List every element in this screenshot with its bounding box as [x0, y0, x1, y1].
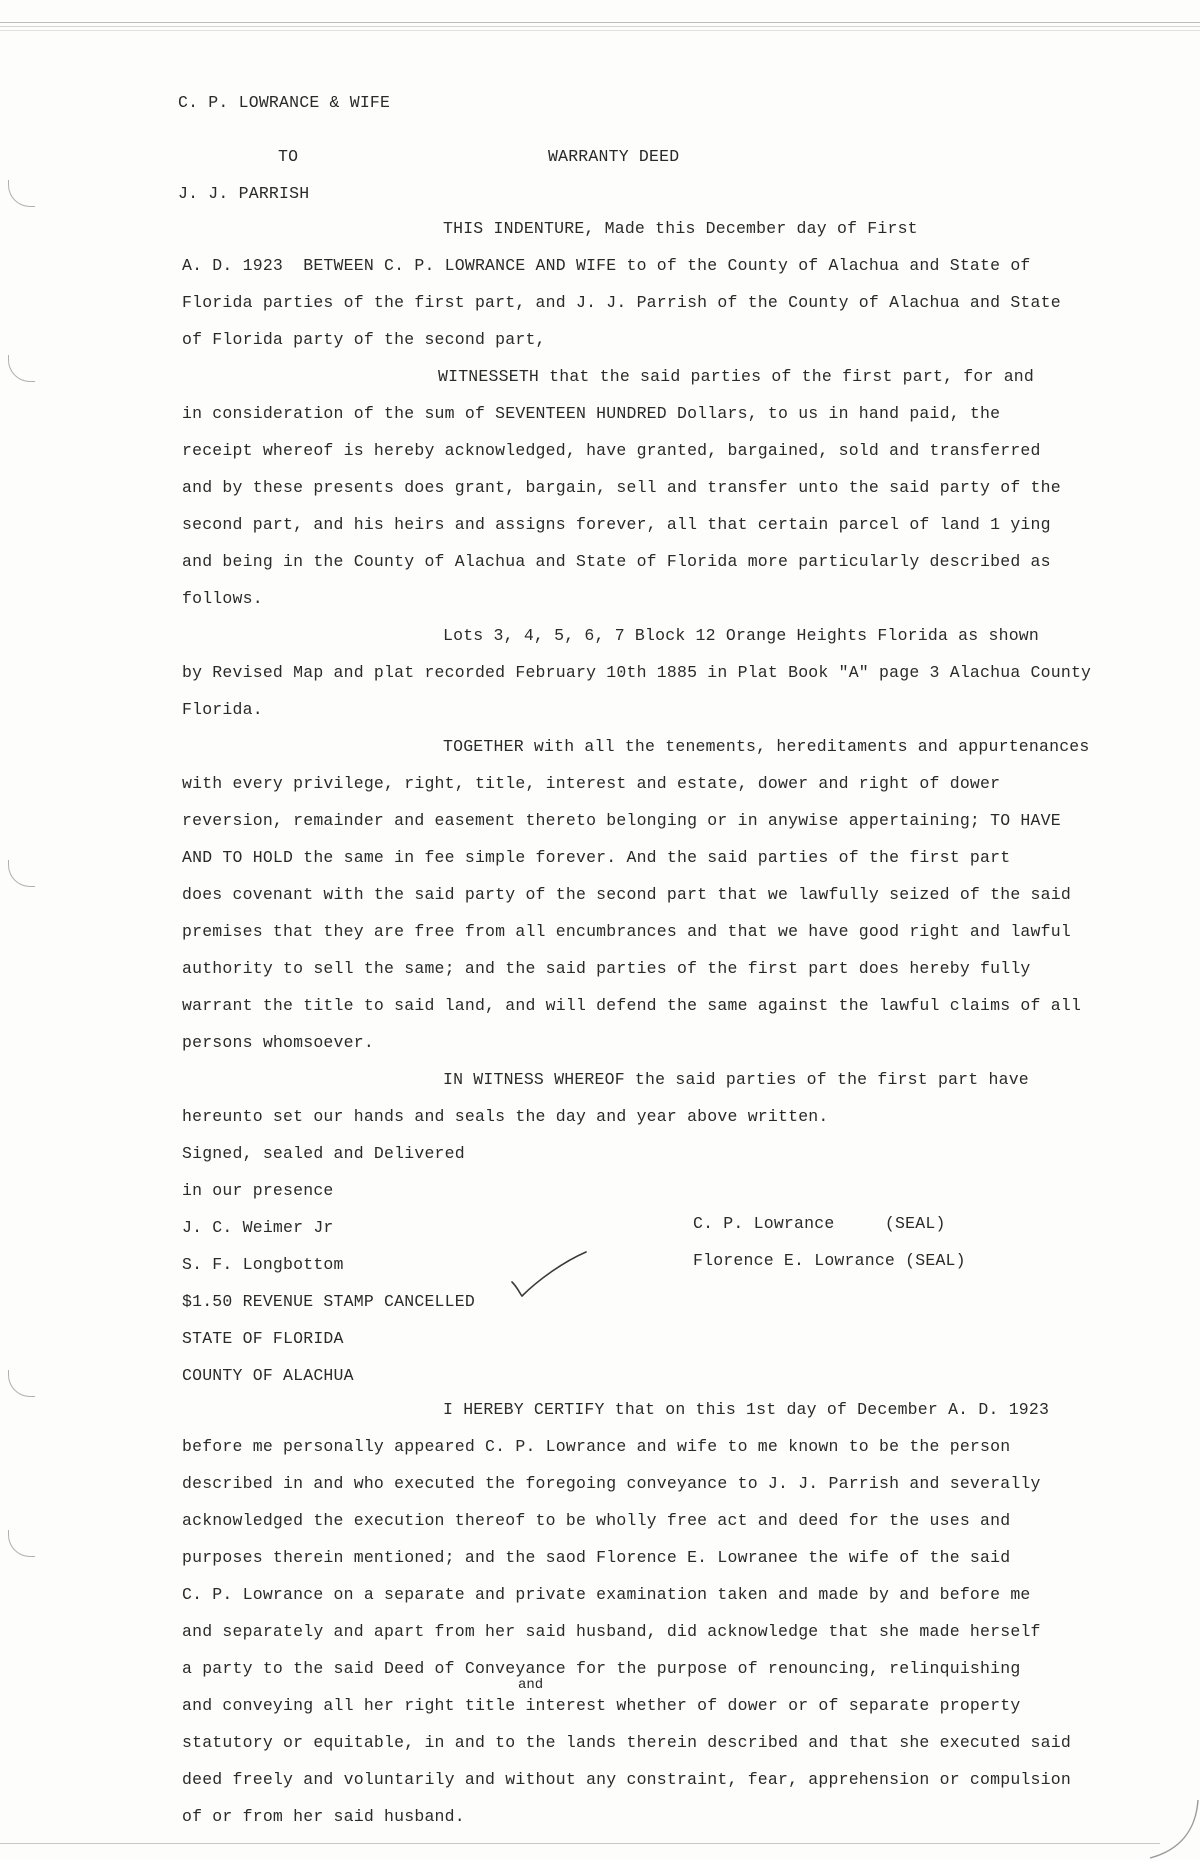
witness-signature: S. F. Longbottom	[182, 1255, 344, 1274]
punch-hole-mark	[8, 180, 35, 207]
body-line: by Revised Map and plat recorded February 10th 1885 in Plat Book "A" page 3 Alachua County	[182, 663, 1092, 682]
body-line: Florida.	[182, 700, 263, 719]
body-line: and by these presents does grant, bargain, sell and transfer unto the said party of the	[182, 478, 1061, 497]
top-rule	[0, 30, 1200, 31]
certificate-line: a party to the said Deed of Conveyance for the purpose of renouncing, relinquishing	[182, 1659, 1021, 1678]
certificate-line: purposes therein mentioned; and the saod Florence E. Lowranee the wife of the said	[182, 1548, 1011, 1567]
body-line: A. D. 1923 BETWEEN C. P. LOWRANCE AND WIFE to of the County of Alachua and State of	[182, 256, 1031, 275]
body-line: follows.	[182, 589, 263, 608]
punch-hole-mark	[8, 1370, 35, 1397]
body-line: reversion, remainder and easement thereto belonging or in anywise appertaining; TO HAVE	[182, 811, 1061, 830]
certificate-line: of or from her said husband.	[182, 1807, 465, 1826]
bottom-rule	[0, 1843, 1160, 1844]
witness-signature: J. C. Weimer Jr	[182, 1218, 334, 1237]
certificate-line: C. P. Lowrance on a separate and private examination taken and made by and before me	[182, 1585, 1031, 1604]
venue-county: COUNTY OF ALACHUA	[182, 1366, 354, 1385]
body-line: receipt whereof is hereby acknowledged, have granted, bargained, sold and transferred	[182, 441, 1041, 460]
body-line: of Florida party of the second part,	[182, 330, 546, 349]
document-title: WARRANTY DEED	[548, 147, 680, 166]
body-line: Florida parties of the first part, and J. J. Parrish of the County of Alachua and State	[182, 293, 1061, 312]
body-line: Signed, sealed and Delivered	[182, 1144, 465, 1163]
body-line: TOGETHER with all the tenements, hereditaments and appurtenances	[443, 737, 1090, 756]
punch-hole-mark	[8, 1530, 35, 1557]
body-line: THIS INDENTURE, Made this December day of First	[443, 219, 918, 238]
check-mark-icon	[508, 1250, 588, 1300]
body-line: WITNESSETH that the said parties of the first part, for and	[438, 367, 1034, 386]
body-line: warrant the title to said land, and will defend the same against the lawful claims of all	[182, 996, 1082, 1015]
top-rule	[0, 22, 1200, 23]
certificate-line: acknowledged the execution thereof to be wholly free act and deed for the uses and	[182, 1511, 1011, 1530]
body-line: Lots 3, 4, 5, 6, 7 Block 12 Orange Heights Florida as shown	[443, 626, 1039, 645]
page-corner-curl	[1140, 1800, 1200, 1860]
body-line: hereunto set our hands and seals the day and year above written.	[182, 1107, 829, 1126]
certificate-line: I HEREBY CERTIFY that on this 1st day of December A. D. 1923	[443, 1400, 1050, 1419]
body-line: premises that they are free from all encumbrances and that we have good right and lawful	[182, 922, 1071, 941]
venue-state: STATE OF FLORIDA	[182, 1329, 344, 1348]
certificate-line: described in and who executed the foregoing conveyance to J. J. Parrish and severally	[182, 1474, 1041, 1493]
body-line: authority to sell the same; and the said parties of the first part does hereby fully	[182, 959, 1031, 978]
body-line: and being in the County of Alachua and State of Florida more particularly described as	[182, 552, 1051, 571]
body-line: second part, and his heirs and assigns forever, all that certain parcel of land 1 ying	[182, 515, 1051, 534]
certificate-line: statutory or equitable, in and to the lands therein described and that she executed said	[182, 1733, 1071, 1752]
certificate-line: and conveying all her right title interest whether of dower or of separate property	[182, 1696, 1021, 1715]
top-rule	[0, 26, 1200, 27]
certificate-line: before me personally appeared C. P. Lowrance and wife to me known to be the person	[182, 1437, 1011, 1456]
to-heading: TO	[278, 147, 299, 166]
grantee-heading: J. J. PARRISH	[178, 184, 310, 203]
revenue-stamp-note: $1.50 REVENUE STAMP CANCELLED	[182, 1292, 475, 1311]
body-line: AND TO HOLD the same in fee simple forever. And the said parties of the first part	[182, 848, 1011, 867]
punch-hole-mark	[8, 355, 35, 382]
punch-hole-mark	[8, 860, 35, 887]
body-line: persons whomsoever.	[182, 1033, 374, 1052]
body-line: does covenant with the said party of the second part that we lawfully seized of the said	[182, 885, 1071, 904]
body-line: in consideration of the sum of SEVENTEEN HUNDRED Dollars, to us in hand paid, the	[182, 404, 1001, 423]
body-line: IN WITNESS WHEREOF the said parties of the first part have	[443, 1070, 1029, 1089]
certificate-line: deed freely and voluntarily and without any constraint, fear, apprehension or compulsion	[182, 1770, 1071, 1789]
certificate-line: and separately and apart from her said husband, did acknowledge that she made herself	[182, 1622, 1041, 1641]
body-line: in our presence	[182, 1181, 334, 1200]
body-line: with every privilege, right, title, interest and estate, dower and right of dower	[182, 774, 1001, 793]
grantor-heading: C. P. LOWRANCE & WIFE	[178, 93, 391, 112]
grantor-signature: Florence E. Lowrance (SEAL)	[693, 1251, 966, 1270]
interlineation: and	[518, 1677, 544, 1693]
grantor-signature: C. P. Lowrance (SEAL)	[693, 1214, 946, 1233]
